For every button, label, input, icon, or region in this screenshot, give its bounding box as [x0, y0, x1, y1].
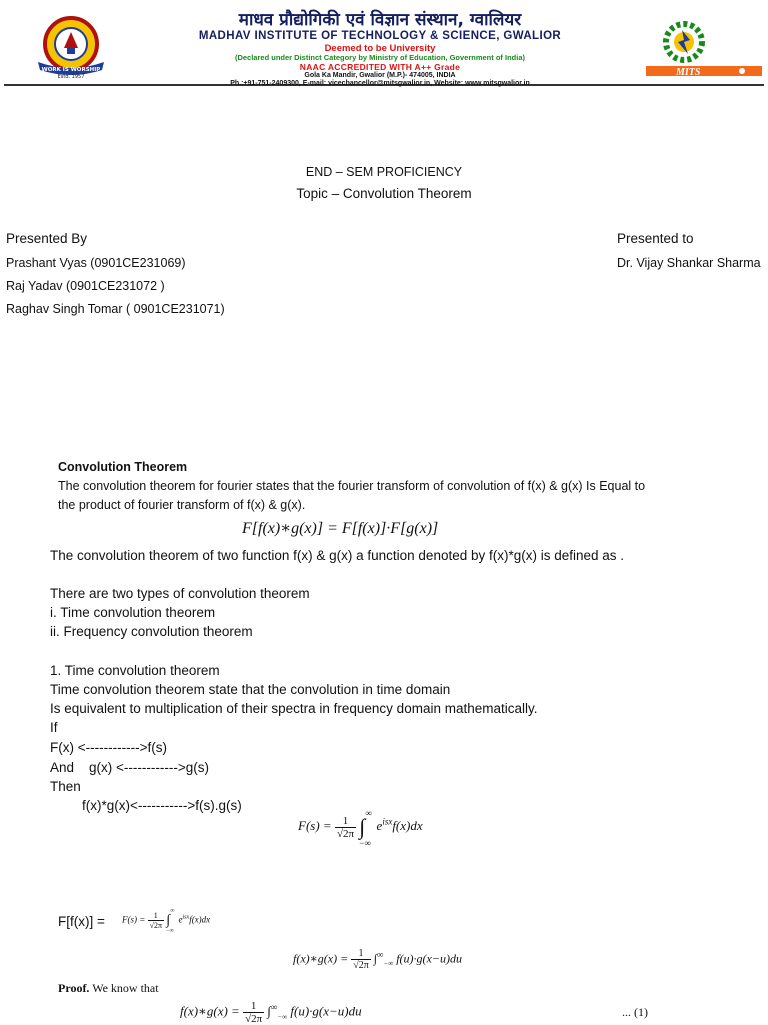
proof-line	[58, 981, 159, 996]
fourier-transform-formula-small: F(s) = $\frac{1}{√2\pi}$ ∫ ∞ −∞ $e^{isx}f(x)dx$	[122, 907, 211, 934]
presenter-name: Raj Yadav (0901CE231072 )	[6, 279, 165, 293]
institute-seal-logo	[30, 16, 112, 78]
section-paragraph-line: The convolution theorem for fourier states that the fourier transform of convolution of f(x) & g(x) Is Equal to	[58, 479, 646, 493]
presented-to-label: Presented to	[617, 231, 694, 246]
seal-motto: WORK IS WORSHIP	[41, 67, 101, 73]
section-heading: Convolution Theorem	[58, 460, 188, 474]
type-item: ii. Frequency convolution theorem	[50, 624, 253, 639]
institute-contact: Ph.:+91-751-2409300, E-mail: vicechancellor@mitsgwalior.in, Website: www.mitsgwalior.in	[230, 80, 530, 87]
transform-pair: f(x)*g(x)<----------->f(s).g(s)	[82, 798, 242, 813]
mits-logo-text: MITS	[676, 67, 701, 78]
presented-to-name: Dr. Vijay Shankar Sharma	[617, 256, 761, 270]
convolution-definition-formula: f(x)∗g(x) = $\frac{1}{√2\pi}$ $\int^\infty_{-\infty}$ f(u)·g(x−u)du	[293, 948, 462, 971]
proof-formula: f(x)∗g(x) = $\frac{1}{√2\pi}$ $\int^\infty_{-\infty}$ f(u)·g(x−u)du	[180, 1000, 362, 1025]
institute-english-name: MADHAV INSTITUTE OF TECHNOLOGY & SCIENCE, GWALIOR	[198, 30, 562, 42]
time-convolution-heading: 1. Time convolution theorem	[50, 663, 220, 678]
institute-hindi-name: माधव प्रौद्योगिकी एवं विज्ञान संस्थान, ग्वालियर	[238, 10, 522, 30]
document-topic: Topic – Convolution Theorem	[296, 186, 472, 201]
institute-address: Gola Ka Mandir, Gwalior (M.P.)- 474005, INDIA	[304, 72, 456, 79]
proof-label: Proof.	[58, 981, 90, 995]
declared-category-line: (Declared under Distinct Category by Ministry of Education, Government of India)	[234, 53, 526, 62]
fourier-transform-formula: F(s) = $\frac{1}{√2\pi}$ ∫ ∞ −∞ $e^{isx}f(x)dx$	[298, 808, 423, 848]
fourier-label: F[f(x)] =	[58, 914, 105, 929]
deemed-university-line: Deemed to be University	[324, 42, 436, 54]
time-convolution-text: Time convolution theorem state that the convolution in time domain	[50, 682, 451, 697]
transform-pair: And g(x) <------------>g(s)	[50, 760, 209, 775]
presented-by-label: Presented By	[6, 231, 88, 246]
section-paragraph-line: the product of fourier transform of f(x) & g(x).	[58, 498, 306, 512]
transform-pair: F(x) <------------>f(s)	[50, 740, 167, 755]
convolution-theorem-formula: F[f(x)∗g(x)] = F[f(x)]·F[g(x)]	[242, 520, 439, 537]
seal-estd: Estd. 1957	[57, 74, 85, 78]
naac-accreditation-line: NAAC ACCREDITED WITH A++ Grade	[299, 61, 461, 72]
time-convolution-text: Is equivalent to multiplication of their spectra in frequency domain mathematically.	[50, 701, 538, 716]
type-item: i. Time convolution theorem	[50, 605, 216, 620]
presenter-name: Prashant Vyas (0901CE231069)	[6, 256, 186, 270]
equation-number: ... (1)	[622, 1005, 648, 1019]
letterhead-text	[140, 12, 620, 87]
types-intro: There are two types of convolution theorem	[50, 586, 310, 601]
mits-logo	[646, 16, 762, 80]
proof-text: We know that	[92, 981, 159, 995]
presenter-name: Raghav Singh Tomar ( 0901CE231071)	[6, 302, 225, 316]
document-title: END – SEM PROFICIENCY	[305, 165, 463, 179]
definition-text: The convolution theorem of two function f(x) & g(x) a function denoted by f(x)*g(x) is defined as .	[50, 548, 625, 563]
then-label: Then	[50, 779, 81, 794]
if-label: If	[50, 720, 58, 735]
